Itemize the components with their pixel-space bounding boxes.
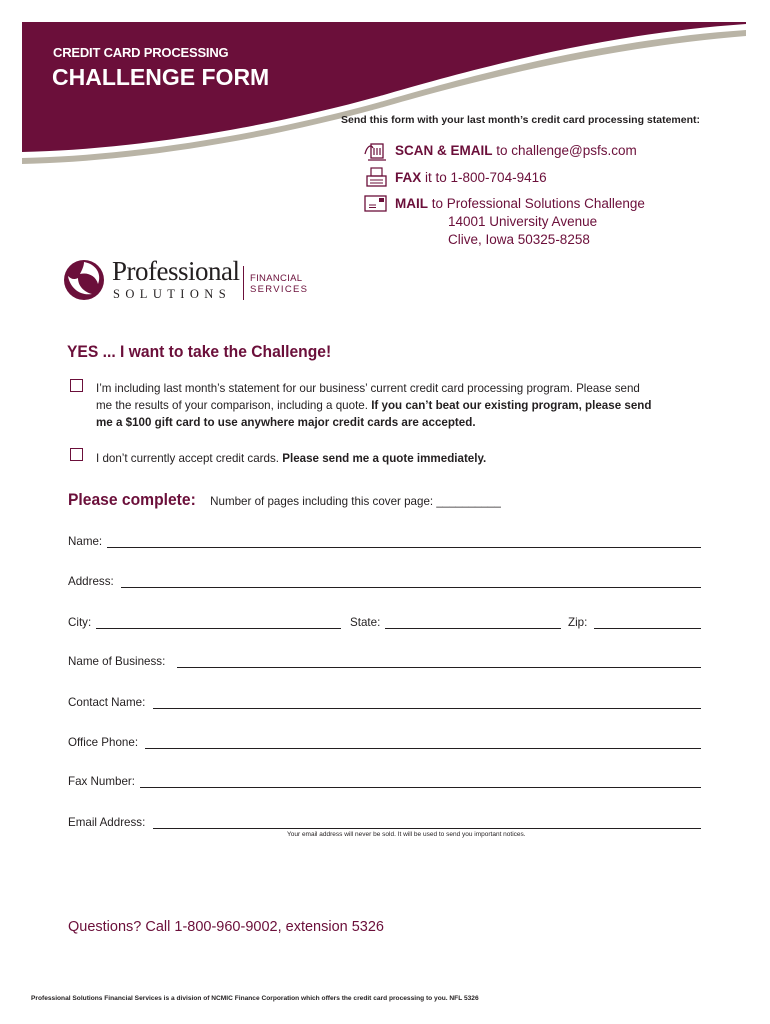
address-label: Address:: [68, 575, 114, 588]
form-title: CHALLENGE FORM: [52, 64, 270, 90]
contact-name-field[interactable]: [153, 708, 701, 709]
name-label: Name:: [68, 535, 103, 548]
logo-name-line1: Professional: [112, 256, 240, 286]
city-field[interactable]: [96, 628, 341, 629]
logo-name-line2: SOLUTIONS: [113, 287, 232, 301]
challenge-heading: YES ... I want to take the Challenge!: [67, 342, 332, 361]
form-subtitle: CREDIT CARD PROCESSING: [53, 45, 229, 60]
business-field[interactable]: [177, 667, 701, 668]
logo-tag-line1: FINANCIAL: [250, 273, 303, 284]
mail-label: MAIL: [395, 196, 428, 211]
scan-email-icon: [364, 140, 388, 162]
option1-line2-bold: If you can’t beat our existing program, please send: [371, 399, 652, 412]
address-field[interactable]: [121, 587, 701, 588]
mail-city: Clive, Iowa 50325-8258: [448, 232, 590, 247]
fax-number: it to 1-800-704-9416: [421, 170, 547, 185]
contact-name-label: Contact Name:: [68, 696, 146, 709]
option1-line3-bold: me a $100 gift card to use anywhere major credit cards are accepted.: [96, 416, 476, 429]
scan-email-address: to challenge@psfs.com: [492, 143, 637, 158]
option2-plain: I don’t currently accept credit cards.: [96, 452, 283, 465]
city-label: City:: [68, 616, 92, 629]
footer-disclaimer: Professional Solutions Financial Services is a division of NCMIC Finance Corporation which offers the credit card processing to you. NFL 5326: [31, 995, 479, 1002]
fax-number-label: Fax Number:: [68, 775, 136, 788]
scan-email-label: SCAN & EMAIL: [395, 143, 493, 158]
email-privacy-note: Your email address will never be sold. It will be used to send you important notices.: [287, 831, 526, 838]
pages-count-field[interactable]: Number of pages including this cover page: __________: [206, 495, 501, 508]
zip-field[interactable]: [594, 628, 701, 629]
mail-envelope-icon: [364, 193, 388, 215]
company-logo: [62, 256, 322, 306]
send-instruction: Send this form with your last month’s credit card processing statement:: [341, 114, 701, 126]
state-label: State:: [350, 616, 381, 629]
questions-phone: Questions? Call 1-800-960-9002, extension 5326: [68, 919, 384, 935]
business-label: Name of Business:: [68, 655, 166, 668]
mail-street: 14001 University Avenue: [448, 214, 598, 229]
logo-divider: [243, 266, 244, 300]
mail-recipient: to Professional Solutions Challenge: [428, 196, 645, 211]
email-field[interactable]: [153, 828, 701, 829]
fax-number-field[interactable]: [140, 787, 701, 788]
ps-swirl-logo-icon: [62, 258, 106, 302]
fax-label: FAX: [395, 170, 422, 185]
office-phone-label: Office Phone:: [68, 736, 139, 749]
fax-icon: [364, 167, 388, 189]
option-statement-text: [96, 380, 716, 431]
option1-line1: I’m including last month’s statement for our business’ current credit card processing program. Please send: [96, 382, 640, 395]
option-statement-checkbox[interactable]: [70, 379, 83, 392]
email-label: Email Address:: [68, 816, 146, 829]
please-complete-heading: Please complete:: [68, 490, 196, 509]
option-no-cards-text: [96, 450, 716, 467]
name-field[interactable]: [107, 547, 701, 548]
option-no-cards-checkbox[interactable]: [70, 448, 83, 461]
state-field[interactable]: [385, 628, 561, 629]
zip-label: Zip:: [568, 616, 588, 629]
option2-bold: Please send me a quote immediately.: [282, 452, 487, 465]
please-complete-row: [68, 490, 501, 510]
office-phone-field[interactable]: [145, 748, 701, 749]
option1-line2-plain: me the results of your comparison, including a quote.: [96, 399, 372, 412]
logo-tag-line2: SERVICES: [250, 284, 309, 295]
